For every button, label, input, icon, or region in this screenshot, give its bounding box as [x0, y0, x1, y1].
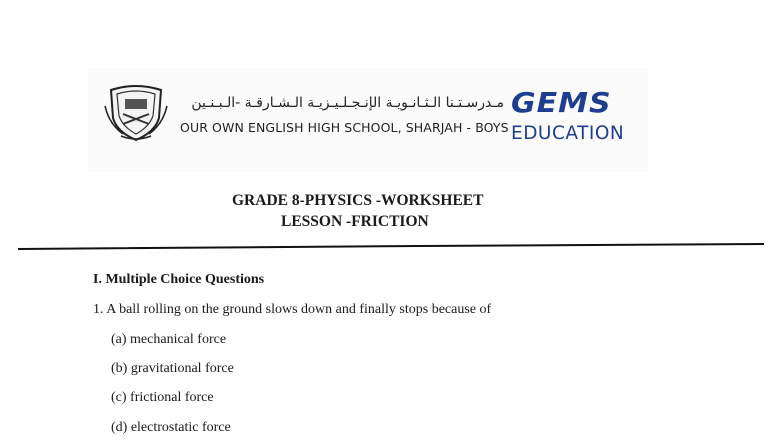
- school-name-english: OUR OWN ENGLISH HIGH SCHOOL, SHARJAH - BOYS: [180, 120, 509, 135]
- school-crest-icon: [103, 84, 169, 142]
- school-name-arabic: مـدرسـتـنا الـثـانـويـة الإنـجـلـيـزيـة الـشـارقـة -الـبـنـين: [191, 95, 504, 111]
- gems-education-logo: [511, 87, 625, 144]
- option-d: (d) electrostatic force: [111, 420, 231, 435]
- option-a: (a) mechanical force: [111, 332, 227, 347]
- option-c: (c) frictional force: [111, 390, 214, 405]
- logo-subtitle: EDUCATION: [511, 123, 625, 144]
- lesson-title: LESSON -FRICTION: [281, 213, 429, 230]
- question-text: 1. A ball rolling on the ground slows down and finally stops because of: [93, 302, 492, 317]
- option-b: (b) gravitational force: [111, 361, 234, 376]
- logo-word: GEMS: [511, 87, 612, 120]
- section-heading: I. Multiple Choice Questions: [93, 272, 265, 287]
- worksheet-title: GRADE 8-PHYSICS -WORKSHEET: [232, 192, 484, 209]
